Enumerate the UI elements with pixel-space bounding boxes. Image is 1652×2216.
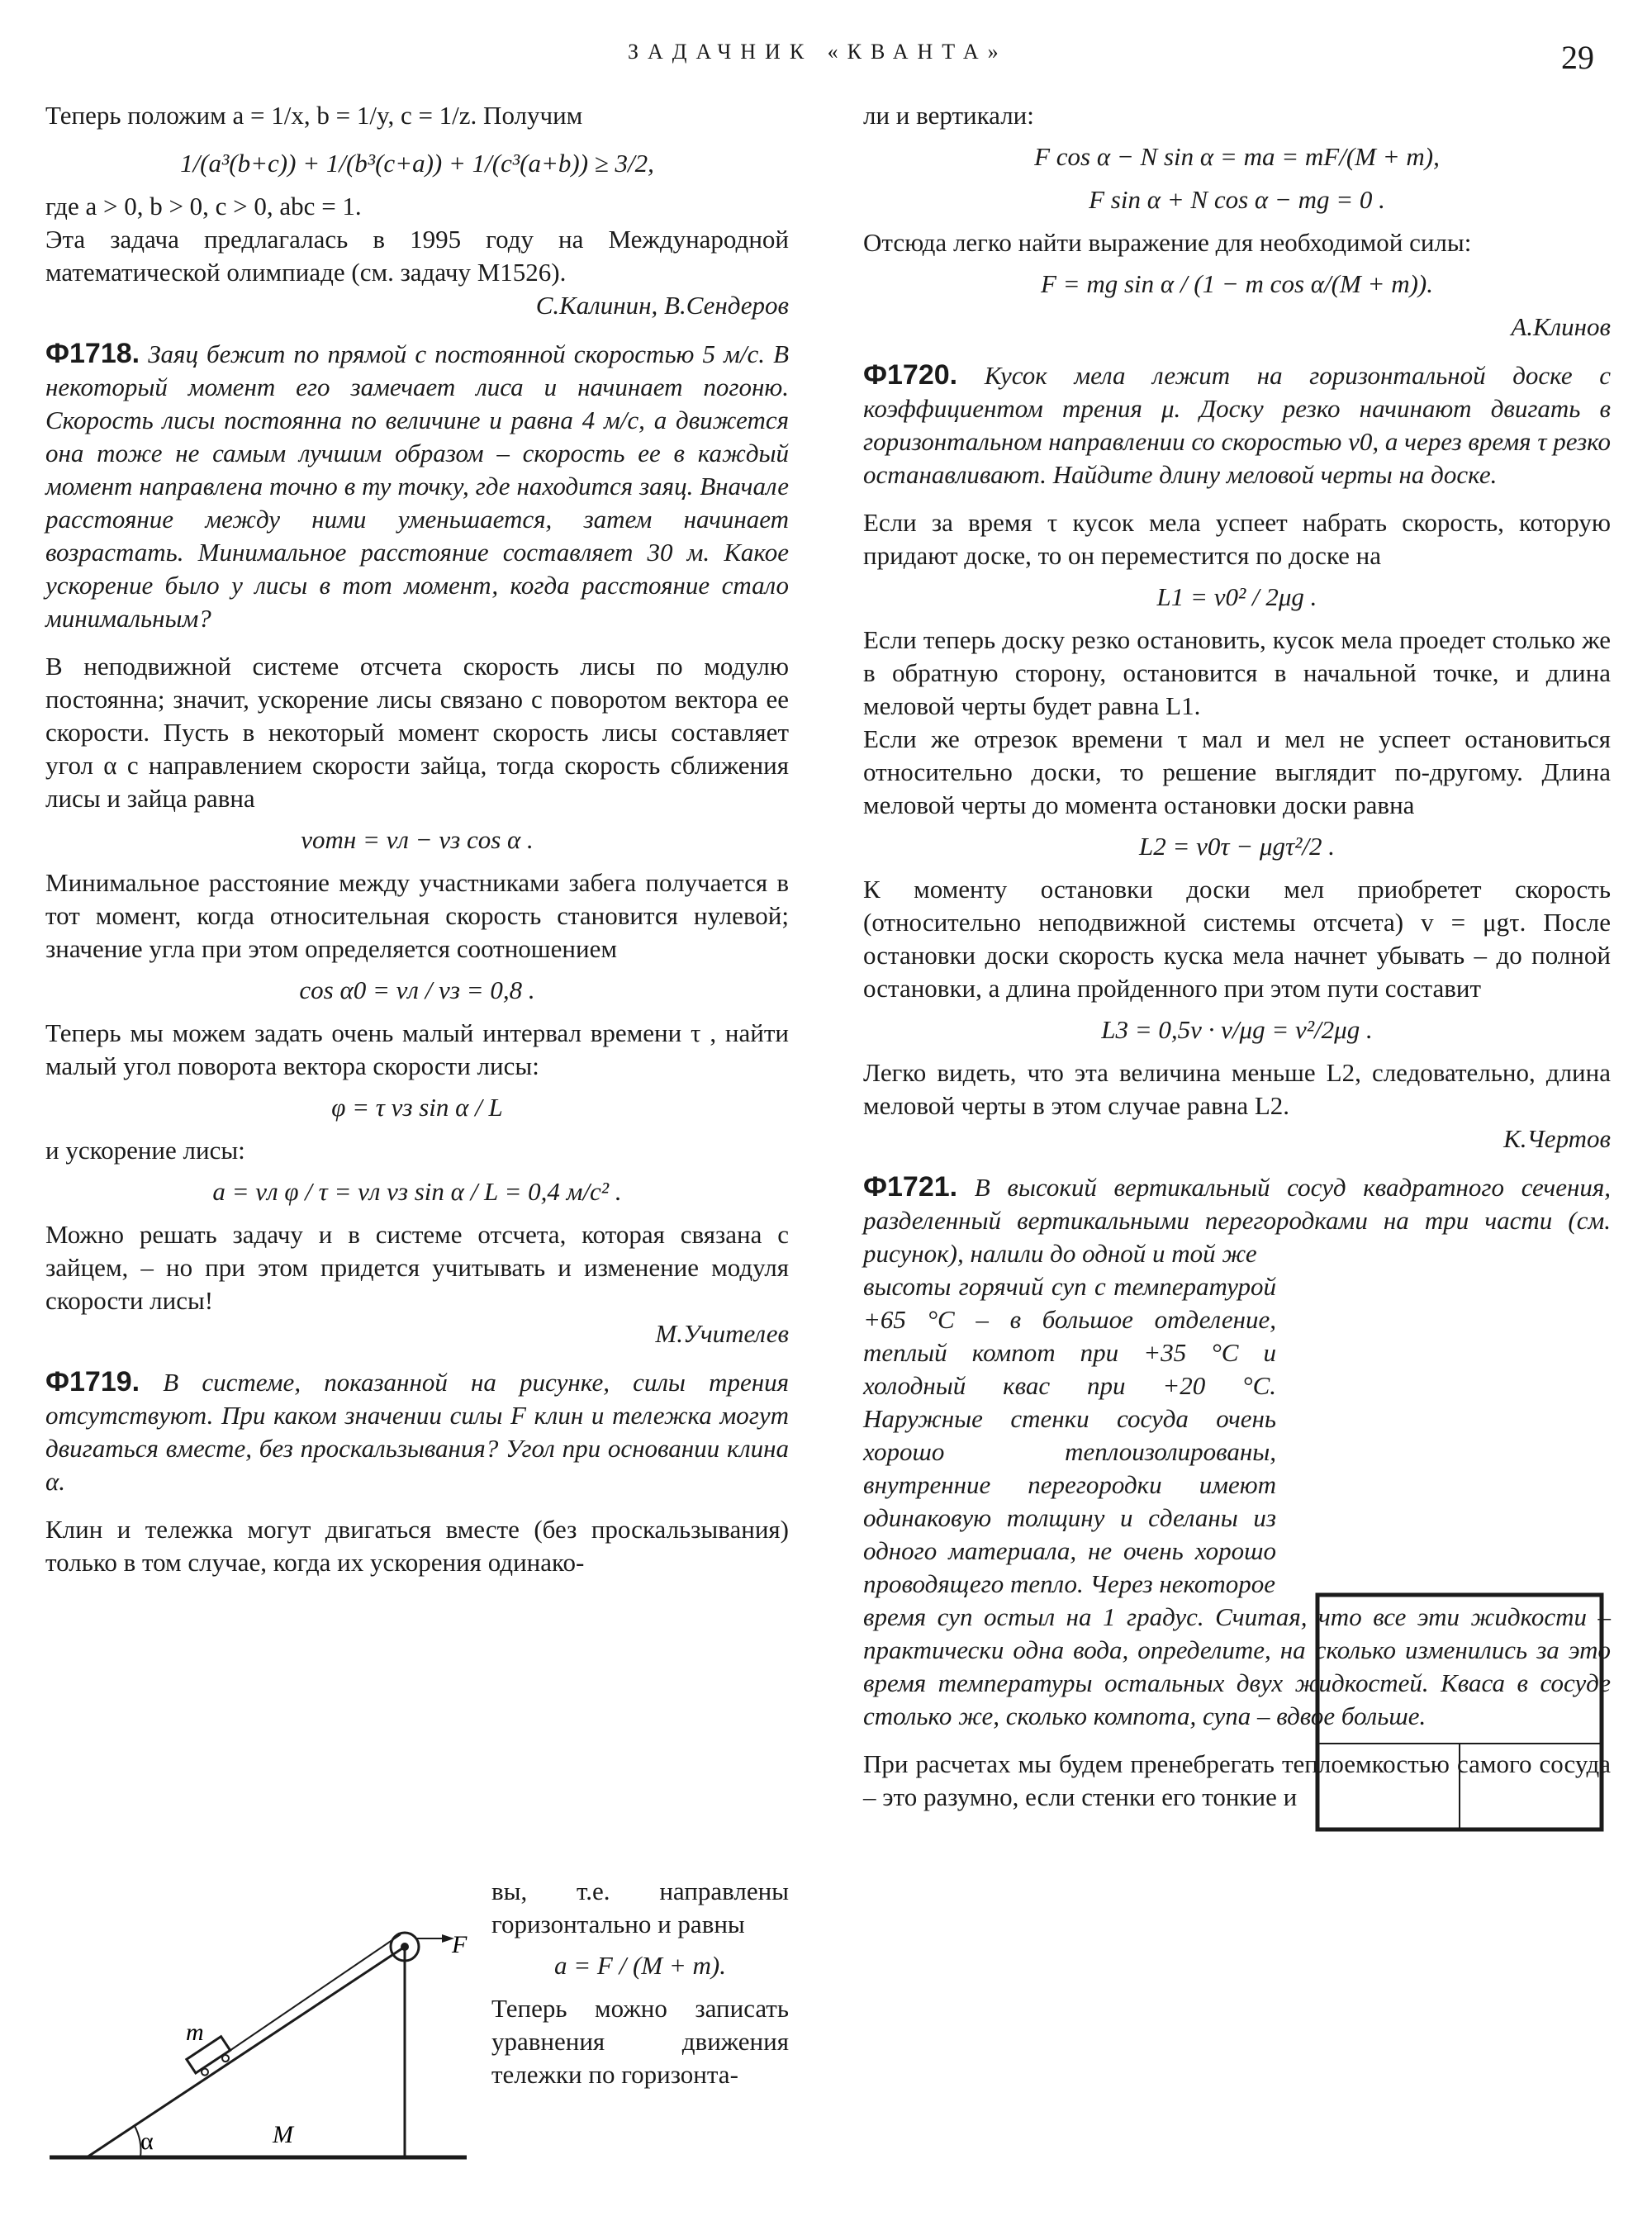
force-formula: F = mg sin α / (1 − m cos α/(M + m)). — [1041, 269, 1433, 298]
page-number: 29 — [1561, 39, 1594, 76]
solution-paragraph: вы, т.е. направлены горизонтально и равны — [491, 1877, 789, 1938]
relative-velocity-formula: vотн = vл − vз cos α . — [301, 825, 534, 854]
problem-f1718 — [45, 337, 789, 635]
solution-paragraph: Легко видеть, что эта величина меньше L2, следовательно, длина меловой черты в этом случае равна L2. — [863, 1058, 1611, 1120]
motion-equation-2: F sin α + N cos α − mg = 0 . — [1089, 185, 1385, 214]
problem-text-continued: время суп остыл на 1 градус. Считая, что все эти жидкости – практически одна вода, определите, на сколько изменились за это время температуры остальных двух жидкостей. Кваса в сосуде столько же, сколько компота, супа – вдвое больше. — [863, 1602, 1611, 1730]
problem-f1721 — [863, 1170, 1611, 1270]
length-l1-formula: L1 = v0² / 2μg . — [1156, 582, 1317, 611]
rope-line — [227, 1934, 401, 2052]
wedge-cart-figure — [50, 1901, 479, 2166]
solution-paragraph: При расчетах мы будем пренебрегать теплоемкостью самого сосуда – это разумно, если стенки его тонкие и — [863, 1749, 1611, 1811]
solution-paragraph: ли и вертикали: — [863, 101, 1034, 130]
cart-mass-label: m — [186, 2019, 204, 2046]
solution-paragraph: Клин и тележка могут двигаться вместе (без проскальзывания) только в том случае, когда их ускорения одинако- — [45, 1515, 789, 1577]
intro-source: Эта задача предлагалась в 1995 году на Международной математической олимпиаде (см. задачу М1526). — [45, 225, 789, 287]
angle-label: α — [140, 2128, 154, 2155]
force-label: F — [452, 1931, 468, 1958]
wedge-mass-label: M — [273, 2121, 293, 2148]
problem-text: В системе, показанной на рисунке, силы трения отсутствуют. При каком значении силы F клин и тележка могут двигаться вместе, без проскальзывания? Угол при основании клина α. — [45, 1368, 789, 1496]
problem-label: Ф1719. — [45, 1366, 140, 1397]
solution-paragraph: К моменту остановки доски мел приобретет скорость (относительно неподвижной системы отсчета) v = μgτ. После остановки доски скорость куска мела начнет убывать – до полной остановки, а длина пройденного при этом пути составит — [863, 875, 1611, 1003]
inequality-formula: 1/(a³(b+c)) + 1/(b³(c+a)) + 1/(c³(a+b)) ≥ 3/2, — [180, 149, 654, 178]
journal-section-title: ЗАДАЧНИК «КВАНТА» — [628, 40, 1008, 64]
problem-text: Заяц бежит по прямой с постоянной скоростью 5 м/с. В некоторый момент его замечает лиса и начинает погоню. Скорость лисы постоянна по величине и равна 4 м/с, а движется она тоже не самым лучшим образом – скорость ее в каждый момент направлена точно в ту точку, где находится заяц. Вначале расстояние между ними уменьшается, затем начинает возрастать. Минимальное расстояние составляет 30 м. Какое ускорение было у лисы в тот момент, когда расстояние стало минимальным? — [45, 339, 790, 633]
wedge-side-text — [491, 1875, 789, 2091]
problem-text: В высокий вертикальный сосуд квадратного сечения, разделенный вертикальными перегородками на три части (см. рисунок), налили до одной и той же — [863, 1173, 1611, 1268]
length-l2-formula: L2 = v0τ − μgτ²/2 . — [1139, 832, 1335, 861]
intro-substitution: Теперь положим a = 1/x, b = 1/y, c = 1/z. Получим — [45, 101, 583, 130]
cos-alpha-formula: cos α0 = vл / vз = 0,8 . — [299, 975, 535, 1004]
solution-author: К.Чертов — [1503, 1124, 1611, 1153]
solution-author: А.Клинов — [1511, 312, 1611, 341]
solution-paragraph: Минимальное расстояние между участниками забега получается в тот момент, когда относительная скорость становится нулевой; значение угла при этом определяется соотношением — [45, 868, 789, 963]
phi-formula: φ = τ vз sin α / L — [331, 1093, 503, 1122]
solution-paragraph: Если теперь доску резко остановить, кусок мела проедет столько же в обратную сторону, остановится в начальной точке, и длина меловой черты будет равна L1. — [863, 625, 1611, 720]
solution-paragraph: Отсюда легко найти выражение для необходимой силы: — [863, 228, 1472, 257]
intro-conditions: где a > 0, b > 0, c > 0, abc = 1. — [45, 192, 362, 221]
vessel-cross-section-figure — [1315, 1592, 1604, 1832]
solution-author: М.Учителев — [655, 1319, 789, 1348]
problem-label: Ф1720. — [863, 359, 958, 391]
solution-paragraph: Можно решать задачу и в системе отсчета, которая связана с зайцем, – но при этом придется учитывать и изменение модуля скорости лисы! — [45, 1220, 789, 1315]
solution-paragraph: Если за время τ кусок мела успеет набрать скорость, которую придают доске, то он переместится по доске на — [863, 508, 1611, 570]
wedge-shape — [87, 1947, 405, 2157]
solution-paragraph: В неподвижной системе отсчета скорость лисы по модулю постоянна; значит, ускорение лисы связано с поворотом вектора ее скорости. Пусть в некоторый момент скорость лисы составляет угол α с направлением скорости зайца, тогда скорость сближения лисы и зайца равна — [45, 652, 789, 813]
length-l3-formula: L3 = 0,5v · v/μg = v²/2μg . — [1101, 1015, 1373, 1044]
intro-authors: С.Калинин, В.Сендеров — [535, 291, 789, 320]
right-column — [863, 99, 1611, 1814]
solution-paragraph: Теперь мы можем задать очень малый интервал времени τ , найти малый угол поворота вектора скорости лисы: — [45, 1018, 789, 1080]
page-header — [0, 39, 1652, 76]
problem-label: Ф1721. — [863, 1171, 958, 1203]
motion-equation-1: F cos α − N sin α = ma = mF/(M + m), — [1034, 142, 1440, 171]
problem-f1720 — [863, 358, 1611, 491]
problem-text-wrapped: высоты горячий суп с температурой +65 °С – в большое отделение, теплый компот при +35 °С и холодный квас при +20 °С. Наружные стенки сосуда очень хорошо теплоизолированы, внутренние перегородки имеют одинаковую толщину и сделаны из одного материала, не очень хорошо проводящего тепло. Через некоторое — [863, 1272, 1276, 1598]
problem-label: Ф1718. — [45, 338, 140, 369]
problem-text: Кусок мела лежит на горизонтальной доске с коэффициентом трения μ. Доску резко начинают двигать в горизонтальном направлении со скоростью v0, а через время τ резко останавливают. Найдите длину меловой черты на доске. — [863, 361, 1611, 489]
cart-acceleration-formula: a = F / (M + m). — [554, 1951, 726, 1980]
problem-f1719 — [45, 1365, 789, 1498]
solution-paragraph: Теперь можно записать уравнения движения тележки по горизонта- — [491, 1994, 789, 2089]
left-column — [45, 99, 789, 1579]
solution-paragraph: и ускорение лисы: — [45, 1136, 245, 1165]
acceleration-formula: a = vл φ / τ = vл vз sin α / L = 0,4 м/с² . — [212, 1177, 622, 1206]
solution-paragraph: Если же отрезок времени τ мал и мел не успеет остановиться относительно доски, то решение выглядит по-другому. Длина меловой черты до момента остановки доски равна — [863, 724, 1611, 819]
